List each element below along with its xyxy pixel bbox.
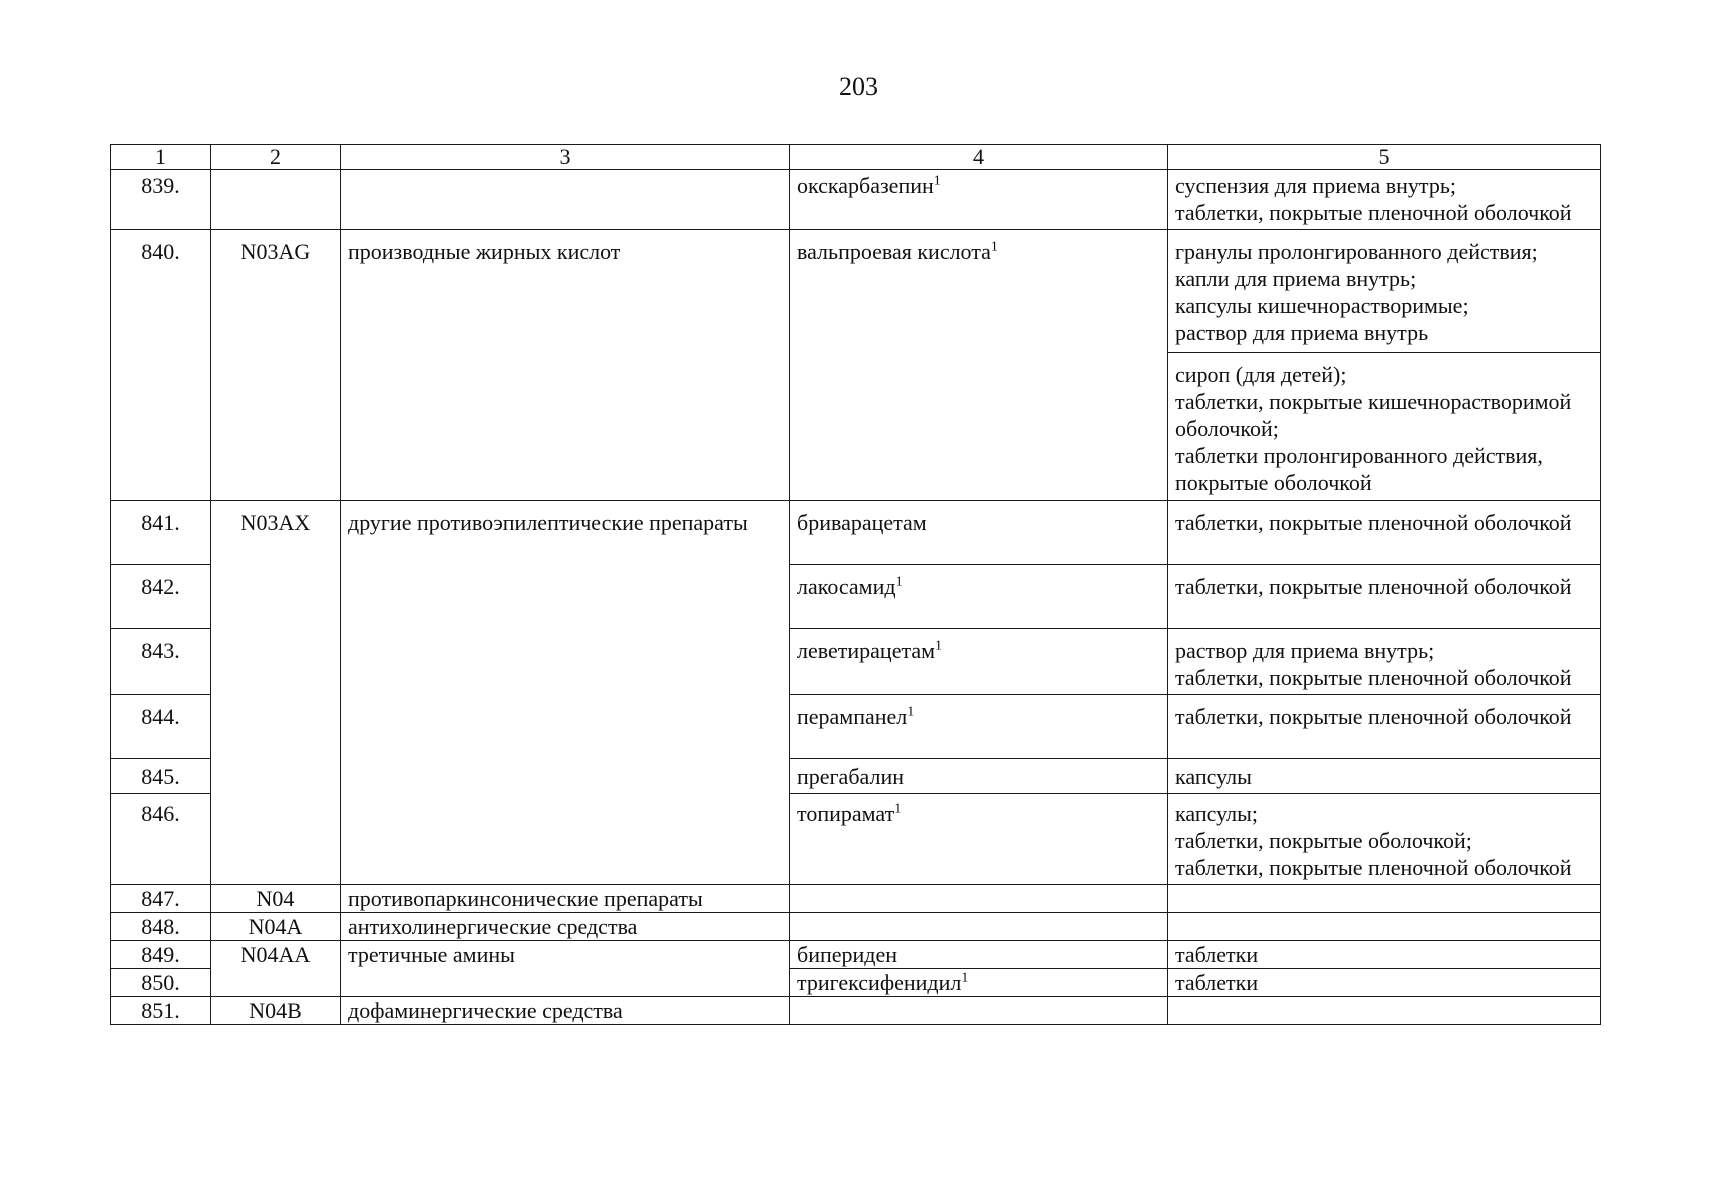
dosage-form-line: капсулы; [1175,801,1258,826]
table-row [111,885,1601,913]
drug-name-cell [790,913,1168,941]
group-name: другие противоэпилептические препараты [341,501,790,885]
drug-name: окскарбазепин [797,173,934,198]
drug-name-cell [790,941,1168,969]
drug-name-cell [790,969,1168,997]
header-cell: 2 [211,145,341,170]
row-number: 845. [111,759,211,794]
dosage-form-line: капсулы кишечнорастворимые; [1175,293,1469,318]
dosage-form-line: таблетки пролонгированного действия, покрытые оболочкой [1175,443,1543,495]
drug-name: перампанел [797,704,908,729]
footnote-mark: 1 [895,574,903,590]
dosage-forms [1168,885,1601,913]
table-row [111,941,1601,969]
dosage-form-line: таблетки, покрытые кишечнорастворимой оболочкой; [1175,389,1572,441]
row-number: 848. [111,913,211,941]
footnote-mark: 1 [935,638,943,654]
drug-name: леветирацетам [797,638,936,663]
table-row [111,913,1601,941]
footnote-mark: 1 [907,704,915,720]
group-name: дофаминергические средства [341,997,790,1025]
dosage-form-line: таблетки, покрытые пленочной оболочкой [1175,855,1572,880]
drug-name: тригексифенидил [797,970,962,995]
row-number: 849. [111,941,211,969]
row-number: 840. [111,230,211,501]
dosage-forms [1168,759,1601,794]
dosage-form-line: таблетки, покрытые оболочкой; [1175,828,1472,853]
atc-code: N03AX [211,501,341,885]
footnote-mark: 1 [894,801,902,817]
drug-name: бипериден [797,942,898,967]
dosage-form-line: сироп (для детей); [1175,362,1347,387]
dosage-form-line: гранулы пролонгированного действия; [1175,239,1538,264]
drug-name: лакосамид [797,574,896,599]
drug-name-cell [790,170,1168,230]
dosage-form-line: капсулы [1175,764,1252,789]
table-row [111,997,1601,1025]
dosage-form-line: таблетки, покрытые пленочной оболочкой [1175,574,1572,599]
footnote-mark: 1 [933,173,941,189]
atc-code: N04A [211,913,341,941]
table-row [111,170,1601,230]
dosage-forms [1168,695,1601,759]
dosage-forms [1168,969,1601,997]
dosage-form-line: раствор для приема внутрь [1175,320,1429,345]
row-number: 850. [111,969,211,997]
drug-name-cell [790,695,1168,759]
row-number: 847. [111,885,211,913]
dosage-forms [1168,353,1601,501]
group-name: третичные амины [341,941,790,997]
drug-name: прегабалин [797,764,905,789]
dosage-form-line: таблетки [1175,970,1259,995]
dosage-forms [1168,629,1601,695]
atc-code: N04 [211,885,341,913]
atc-code: N04B [211,997,341,1025]
group-name [341,170,790,230]
dosage-form-line: таблетки, покрытые пленочной оболочкой [1175,200,1572,225]
row-number: 843. [111,629,211,695]
footnote-mark: 1 [990,239,998,255]
dosage-forms [1168,941,1601,969]
drug-name: топирамат [797,801,895,826]
header-cell: 5 [1168,145,1601,170]
dosage-forms [1168,913,1601,941]
dosage-form-line: таблетки [1175,942,1259,967]
dosage-form-line: таблетки, покрытые пленочной оболочкой [1175,510,1572,535]
group-name: производные жирных кислот [341,230,790,501]
footnote-mark: 1 [961,970,969,986]
atc-code: N04AA [211,941,341,997]
dosage-forms [1168,565,1601,629]
header-cell: 4 [790,145,1168,170]
drug-name: бриварацетам [797,510,927,535]
page-number: 203 [839,72,878,101]
dosage-forms [1168,230,1601,353]
dosage-forms [1168,794,1601,885]
row-number: 851. [111,997,211,1025]
drug-name-cell [790,501,1168,565]
group-name: противопаркинсонические препараты [341,885,790,913]
dosage-form-line: суспензия для приема внутрь; [1175,173,1456,198]
row-number: 844. [111,695,211,759]
dosage-form-line: таблетки, покрытые пленочной оболочкой [1175,704,1572,729]
atc-code: N03AG [211,230,341,501]
dosage-forms [1168,170,1601,230]
drug-name-cell [790,759,1168,794]
table-row [111,230,1601,353]
drug-name-cell [790,885,1168,913]
table-row [111,501,1601,565]
drug-name: вальпроевая кислота [797,239,991,264]
drug-name-cell [790,629,1168,695]
atc-code [211,170,341,230]
drug-table [110,144,1601,1025]
drug-name-cell [790,794,1168,885]
dosage-forms [1168,997,1601,1025]
row-number: 846. [111,794,211,885]
dosage-form-line: раствор для приема внутрь; [1175,638,1435,663]
dosage-form-line: таблетки, покрытые пленочной оболочкой [1175,665,1572,690]
dosage-forms [1168,501,1601,565]
header-row [111,145,1601,170]
drug-name-cell [790,565,1168,629]
row-number: 839. [111,170,211,230]
dosage-form-line: капли для приема внутрь; [1175,266,1417,291]
drug-name-cell [790,997,1168,1025]
header-cell: 1 [111,145,211,170]
row-number: 841. [111,501,211,565]
header-cell: 3 [341,145,790,170]
group-name: антихолинергические средства [341,913,790,941]
row-number: 842. [111,565,211,629]
drug-name-cell [790,230,1168,501]
